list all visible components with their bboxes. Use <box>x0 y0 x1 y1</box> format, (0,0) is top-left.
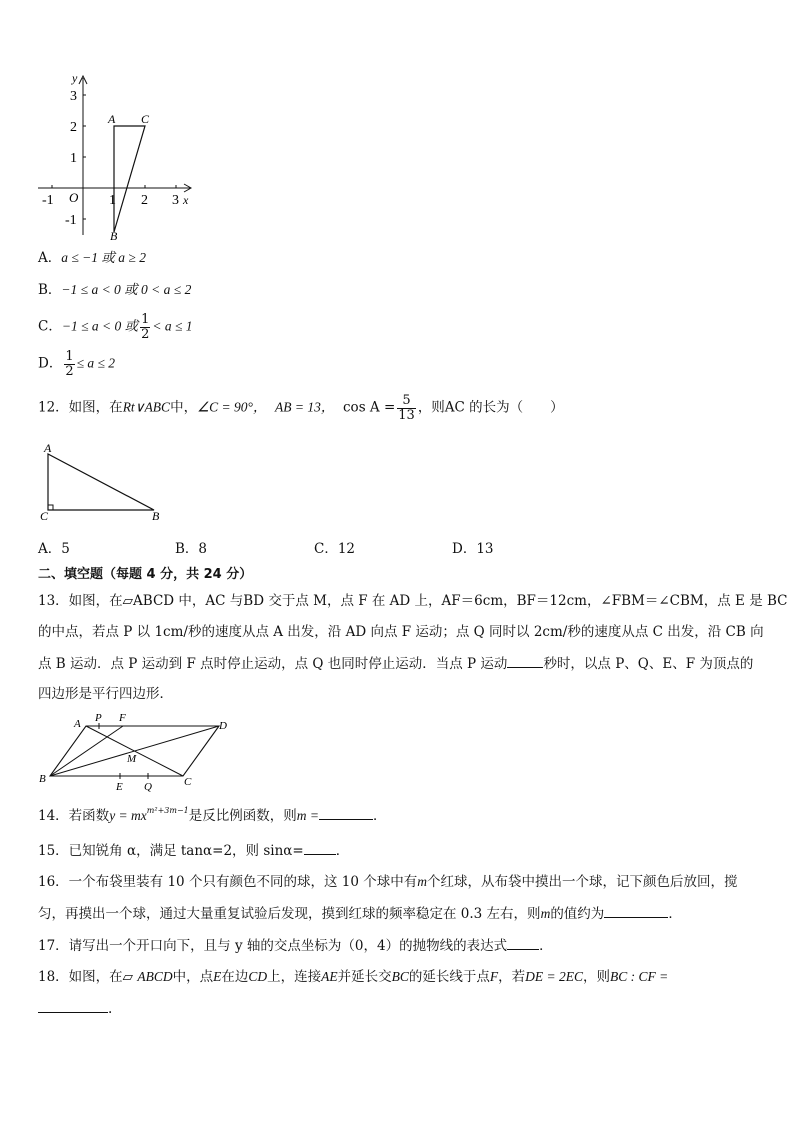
triangle-acb <box>48 454 154 510</box>
q13-line4: 四边形是平行四边形． <box>38 686 173 702</box>
point-d-label: D <box>219 720 227 732</box>
x-tick-1: 1 <box>109 193 116 208</box>
point-a-label: A <box>44 441 52 455</box>
diagonal-bd <box>50 726 219 776</box>
q12-option-d: D．13 <box>452 541 494 557</box>
q16-line1: 16．一个布袋里装有 10 个只有颜色不同的球，这 10 个球中有m个红球，从布袋中摸出一个球，记下颜色后放回，搅 <box>38 874 738 890</box>
q12-option-c: C．12 <box>314 541 356 557</box>
section-heading: 二、填空题（每题 4 分，共 24 分） <box>38 567 253 582</box>
q12-option-b: B．8 <box>175 541 208 557</box>
q16-answer-blank[interactable] <box>604 905 668 918</box>
origin-label: O <box>69 190 79 205</box>
q12-option-a: A．5 <box>38 541 70 557</box>
x-tick-3: 3 <box>172 193 179 208</box>
right-triangle-figure <box>36 440 171 525</box>
q17-text: 17．请写出一个开口向下，且与 y 轴的交点坐标为（0，4）的抛物线的表达式 ． <box>38 938 553 954</box>
x-tick-2: 2 <box>141 193 148 208</box>
point-c-label: C <box>141 112 150 126</box>
q17-answer-blank[interactable] <box>507 937 539 950</box>
y-tick-2: 2 <box>70 120 77 135</box>
coordinate-figure <box>30 70 210 245</box>
point-a-label: A <box>108 112 116 126</box>
point-b-label: B <box>39 773 46 785</box>
q13-line2: 的中点，若点 P 以 1cm/秒的速度从点 A 出发，沿 AD 向点 F 运动；点 Q 同时以 2cm/秒的速度从点 C 出发，沿 CB 向 <box>38 624 764 640</box>
q13-line1: 13．如图，在▱ABCD 中，AC 与BD 交于点 M，点 F 在 AD 上，AF＝6cm，BF＝12cm，∠FBM＝∠CBM，点 E 是 BC <box>38 593 788 609</box>
q15-text: 15．已知锐角 α，满足 tanα=2，则 sinα= ． <box>38 843 350 859</box>
point-e-label: E <box>116 781 123 793</box>
q11-option-d: D． $\frac{1}{2}$ ≤ a ≤ 2 <box>38 349 116 379</box>
q14-answer-blank[interactable] <box>319 807 373 820</box>
q11-option-c: C．−1 ≤ a < 0 或 $\frac{1}{2}$ < a ≤ 1 <box>38 312 193 342</box>
point-p-label: P <box>95 712 102 724</box>
y-tick-neg1: -1 <box>65 213 77 228</box>
q12-text: 12．如图，在Rt∨ABC中，∠C = 90°， AB = 13， cos A = $\frac{5}{13}$ ，则AC 的长为（ ） <box>38 393 564 423</box>
point-c-label: C <box>40 509 49 523</box>
q16-line2: 匀，再摸出一个球，通过大量重复试验后发现，摸到红球的频率稳定在 0.3 左右，则m的值约为 ． <box>38 906 682 922</box>
point-a-label: A <box>74 718 81 730</box>
segment-bf <box>50 726 123 776</box>
q11-option-a: A．a ≤ −1 或 a ≥ 2 <box>38 250 146 266</box>
point-m-label: M <box>127 753 137 765</box>
q14-text: 14．若函数$y = mx^{m^2+3m-1}$是反比例函数，则m = ． <box>38 806 387 824</box>
y-tick-1: 1 <box>70 151 77 166</box>
parallelogram-figure <box>36 710 236 795</box>
q18-answer-line: . <box>38 1000 112 1017</box>
point-b-label: B <box>110 229 118 243</box>
triangle-abc <box>114 126 145 232</box>
point-c-label: C <box>184 776 192 788</box>
x-tick-neg1: -1 <box>42 193 54 208</box>
q13-line3: 点 B 运动．点 P 运动到 F 点时停止运动，点 Q 也同时停止运动．当点 P 运动 秒时，以点 P、Q、E、F 为顶点的 <box>38 656 754 672</box>
y-axis-label: y <box>72 71 78 85</box>
q18-text: 18．如图，在▱ ABCD中，点E在边CD上，连接AE并延长交BC的延长线于点F，若DE = 2EC，则BC : CF = <box>38 969 669 985</box>
right-angle-mark <box>48 505 53 510</box>
q18-answer-blank[interactable] <box>38 1000 108 1013</box>
point-q-label: Q <box>144 781 152 793</box>
y-tick-3: 3 <box>70 89 77 104</box>
point-f-label: F <box>119 712 126 724</box>
q15-answer-blank[interactable] <box>304 842 336 855</box>
x-axis-label: x <box>183 193 189 207</box>
q11-option-b: B．−1 ≤ a < 0 或 0 < a ≤ 2 <box>38 282 192 298</box>
point-b-label: B <box>152 509 160 523</box>
q13-answer-blank[interactable] <box>507 655 543 668</box>
